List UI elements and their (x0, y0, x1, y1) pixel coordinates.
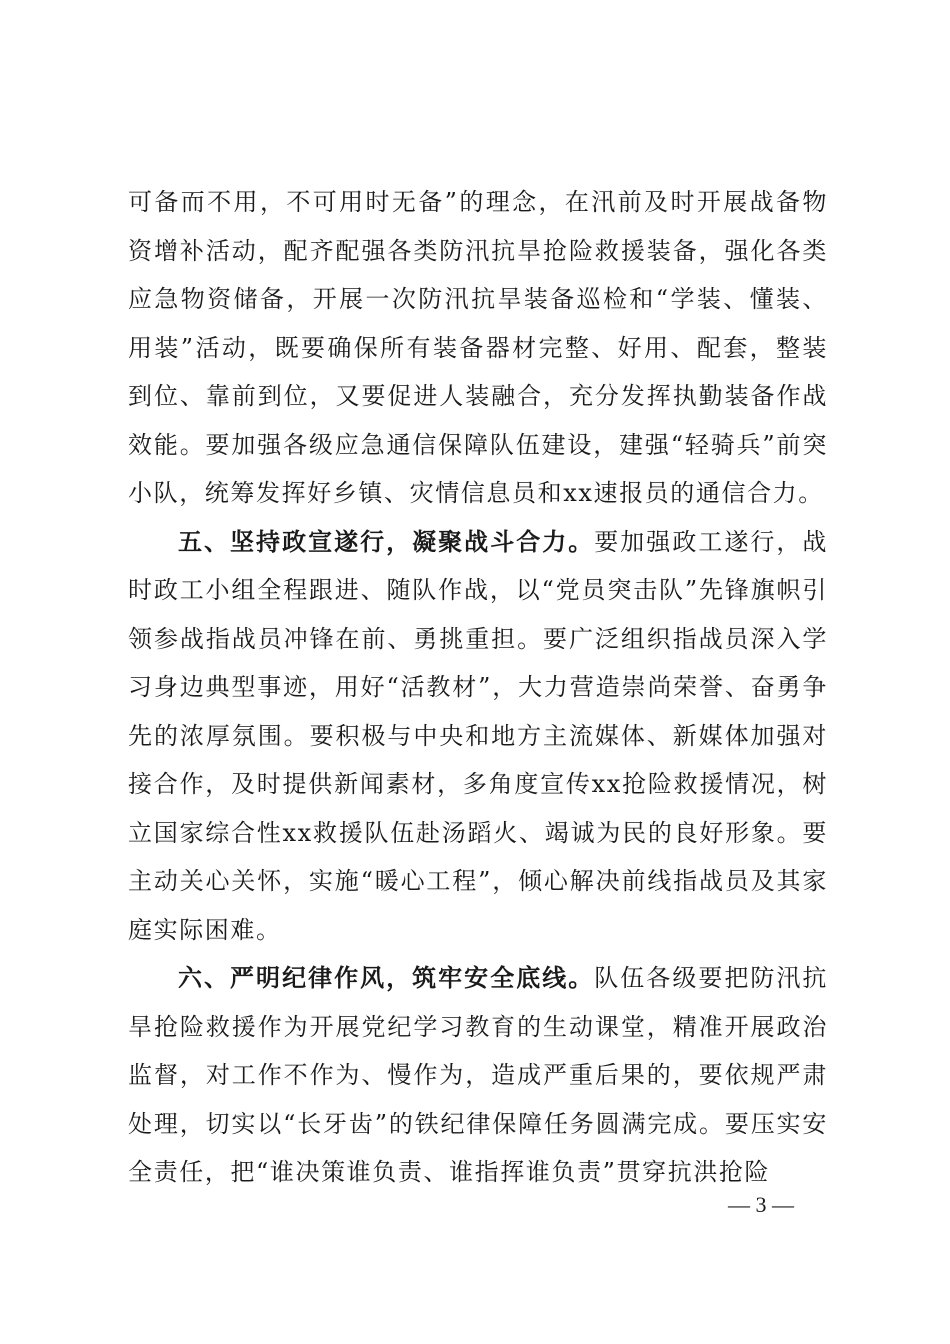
section-five-text: 要加强政工遂行，战时政工小组全程跟进、随队作战，以“党员突击队”先锋旗帜引领参战指战员冲锋在前、勇挑重担。要广泛组织指战员深入学习身边典型事迹，用好“活教材”，大力营造崇尚荣誉、奋勇争先的浓厚氛围。要积极与中央和地方主流媒体、新媒体加强对接合作，及时提供新闻素材，多角度宣传xx抢险救援情况，树立国家综合性xx救援队伍赴汤蹈火、竭诚为民的良好形象。要主动关心关怀，实施“暖心工程”，倾心解决前线指战员及其家庭实际困难。 (128, 527, 828, 944)
section-six-text: 队伍各级要把防汛抗旱抢险救援作为开展党纪学习教育的生动课堂，精准开展政治监督，对工作不作为、慢作为，造成严重后果的，要依规严肃处理，切实以“长牙齿”的铁纪律保障任务圆满完成。要压实安全责任，把“谁决策谁负责、谁指挥谁负责”贯穿抗洪抢险 (128, 964, 828, 1186)
section-five-heading: 五、坚持政宣遂行，凝聚战斗合力。 (178, 526, 595, 556)
paragraph-text: 可备而不用，不可用时无备”的理念，在汛前及时开展战备物资增补活动，配齐配强各类防汛抗旱抢险救援装备，强化各类应急物资储备，开展一次防汛抗旱装备巡检和“学装、懂装、用装”活动，既要确保所有装备器材完整、好用、配套，整装到位、靠前到位，又要促进人装融合，充分发挥执勤装备作战效能。要加强各级应急通信保障队伍建设，建强“轻骑兵”前突小队，统筹发挥好乡镇、灾情信息员和xx速报员的通信合力。 (128, 188, 828, 507)
page-number: — 3 — (728, 1192, 794, 1217)
paragraph-continuation (128, 178, 828, 518)
paragraph-section-five (128, 518, 828, 955)
document-body (128, 178, 828, 1197)
section-six-heading: 六、严明纪律作风，筑牢安全底线。 (178, 963, 595, 992)
paragraph-section-six (128, 954, 828, 1197)
